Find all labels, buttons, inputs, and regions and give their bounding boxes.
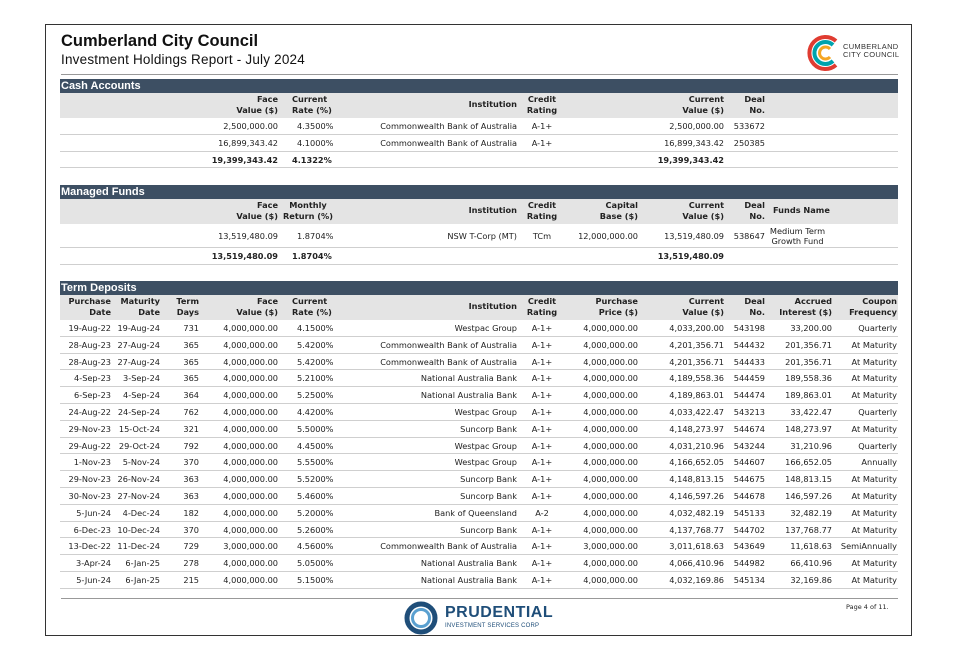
current-value-cell: 4,201,356.71 — [669, 339, 724, 350]
accrued-interest-cell: 32,482.19 — [790, 507, 832, 518]
institution-cell: National Australia Bank — [420, 373, 517, 384]
purchase-price-cell: 4,000,000.00 — [583, 474, 638, 485]
rate-cell: 4.1500% — [297, 323, 334, 333]
deal-cell: 544702 — [733, 524, 765, 535]
table-row — [60, 522, 898, 539]
prudential-ring-icon — [404, 601, 438, 635]
rating-cell: A-1+ — [531, 490, 553, 501]
purchase-date-cell: 4-Sep-23 — [74, 373, 111, 384]
purchase-price-cell: 4,000,000.00 — [583, 574, 638, 585]
rate-cell: 5.2600% — [297, 524, 334, 535]
coupon-frequency-cell: At Maturity — [851, 373, 897, 384]
managed-funds-section — [60, 185, 898, 265]
purchase-price-cell: 3,000,000.00 — [583, 541, 638, 552]
rate-cell: 5.4200% — [297, 339, 334, 350]
maturity-date-cell: 3-Sep-24 — [123, 373, 160, 384]
coupon-frequency-cell: At Maturity — [851, 574, 897, 585]
purchase-date-cell: 29-Aug-22 — [68, 440, 111, 451]
accrued-interest-cell: 32,169.86 — [790, 574, 832, 585]
coupon-frequency-cell: At Maturity — [851, 558, 897, 569]
table-row — [60, 572, 898, 589]
term-days-cell: 215 — [183, 574, 199, 585]
current-value-cell: 2,500,000.00 — [669, 121, 724, 131]
rating-cell: A-1+ — [531, 541, 553, 552]
maturity-date-cell: 4-Dec-24 — [122, 507, 160, 518]
current-value-cell: 4,033,422.47 — [669, 406, 724, 417]
deal-cell: 544982 — [733, 558, 765, 569]
purchase-date-cell: 1-Nov-23 — [73, 457, 111, 468]
rating-cell: A-1+ — [531, 373, 553, 384]
accrued-interest-cell: 146,597.26 — [785, 490, 832, 501]
deal-cell: 544459 — [733, 373, 765, 384]
term-days-cell: 321 — [183, 423, 199, 434]
table-row — [60, 337, 898, 354]
purchase-price-cell: 4,000,000.00 — [583, 406, 638, 417]
current-value-cell: 4,032,169.86 — [669, 574, 724, 585]
maturity-date-cell: 15-Oct-24 — [118, 423, 160, 434]
accrued-interest-cell: 201,356.71 — [785, 356, 832, 367]
logo-line-1: CUMBERLAND — [843, 42, 899, 51]
total-current-value-cell: 19,399,343.42 — [657, 154, 724, 165]
table-row — [60, 438, 898, 455]
total-face-cell: 19,399,343.42 — [211, 154, 278, 165]
current-value-cell: 4,148,813.15 — [669, 474, 724, 485]
face-value-cell: 4,000,000.00 — [223, 440, 278, 451]
purchase-date-cell: 6-Dec-23 — [73, 524, 111, 535]
rating-cell: A-1+ — [531, 390, 553, 401]
deal-cell: 544675 — [733, 474, 765, 485]
coupon-frequency-cell: At Maturity — [851, 339, 897, 350]
footer-divider — [61, 598, 898, 599]
purchase-price-cell: 4,000,000.00 — [583, 323, 638, 333]
table-row — [60, 224, 898, 248]
cash-accounts-section — [60, 79, 898, 168]
coupon-frequency-cell: At Maturity — [851, 390, 897, 401]
header-divider — [61, 74, 898, 75]
current-value-cell: 4,032,482.19 — [669, 507, 724, 518]
purchase-date-cell: 30-Nov-23 — [68, 490, 111, 501]
coupon-frequency-cell: Quarterly — [858, 323, 897, 333]
purchase-price-cell: 4,000,000.00 — [583, 490, 638, 501]
maturity-date-cell: 24-Sep-24 — [117, 406, 160, 417]
purchase-date-cell: 13-Dec-22 — [68, 541, 111, 552]
deal-cell: 543198 — [733, 323, 765, 333]
rate-cell: 4.4200% — [297, 406, 334, 417]
managed-funds-header: Face Value ($) Monthly Return (%) Institution Credit Rating Capital Base ($) Current Value ($) Deal No. Funds Name — [60, 199, 898, 224]
purchase-price-cell: 4,000,000.00 — [583, 423, 638, 434]
deal-cell: 545133 — [733, 507, 765, 518]
coupon-frequency-cell: Quarterly — [858, 440, 897, 451]
term-days-cell: 278 — [183, 558, 199, 569]
term-days-cell: 731 — [183, 323, 199, 333]
current-value-cell: 4,033,200.00 — [669, 323, 724, 333]
deal-cell: 544674 — [733, 423, 765, 434]
accrued-interest-cell: 66,410.96 — [790, 558, 832, 569]
maturity-date-cell: 27-Nov-24 — [117, 490, 160, 501]
rate-cell: 5.5500% — [297, 457, 334, 468]
purchase-date-cell: 5-Jun-24 — [76, 574, 111, 585]
current-value-cell: 4,066,410.96 — [669, 558, 724, 569]
purchase-date-cell: 28-Aug-23 — [68, 339, 111, 350]
table-row — [60, 387, 898, 404]
institution-cell: Westpac Group — [454, 457, 517, 468]
purchase-price-cell: 4,000,000.00 — [583, 457, 638, 468]
term-days-cell: 365 — [183, 373, 199, 384]
purchase-date-cell: 19-Aug-22 — [68, 323, 111, 333]
maturity-date-cell: 6-Jan-25 — [125, 558, 160, 569]
institution-cell: Suncorp Bank — [460, 490, 517, 501]
maturity-date-cell: 26-Nov-24 — [117, 474, 160, 485]
institution-cell: Commonwealth Bank of Australia — [380, 339, 517, 350]
rate-cell: 4.5600% — [297, 541, 334, 552]
table-row — [60, 320, 898, 337]
current-value-cell: 13,519,480.09 — [664, 231, 724, 241]
current-value-cell: 4,148,273.97 — [669, 423, 724, 434]
rating-cell: A-1+ — [531, 574, 553, 585]
rating-cell: A-1+ — [531, 137, 553, 148]
logo-line-2: CITY COUNCIL — [843, 50, 900, 59]
face-value-cell: 2,500,000.00 — [223, 121, 278, 131]
accrued-interest-cell: 148,813.15 — [785, 474, 832, 485]
maturity-date-cell: 5-Nov-24 — [122, 457, 160, 468]
coupon-frequency-cell: Annually — [861, 457, 897, 468]
deal-cell: 545134 — [733, 574, 765, 585]
table-row — [60, 471, 898, 488]
report-title: Cumberland City Council — [61, 32, 259, 50]
current-value-cell: 4,201,356.71 — [669, 356, 724, 367]
term-days-cell: 365 — [183, 339, 199, 350]
coupon-frequency-cell: At Maturity — [851, 524, 897, 535]
face-value-cell: 4,000,000.00 — [223, 524, 278, 535]
purchase-price-cell: 4,000,000.00 — [583, 339, 638, 350]
table-row — [60, 404, 898, 421]
rate-cell: 5.1500% — [297, 574, 334, 585]
coupon-frequency-cell: At Maturity — [851, 356, 897, 367]
council-logo-icon — [806, 33, 842, 73]
deal-cell: 250385 — [733, 137, 765, 148]
current-value-cell: 4,189,558.36 — [669, 373, 724, 384]
cash-accounts-title: Cash Accounts — [60, 79, 898, 93]
rating-cell: A-1+ — [531, 457, 553, 468]
deal-cell: 544433 — [733, 356, 765, 367]
maturity-date-cell: 19-Aug-24 — [117, 323, 160, 333]
rate-cell: 5.5200% — [297, 474, 334, 485]
table-row — [60, 135, 898, 152]
purchase-date-cell: 29-Nov-23 — [68, 474, 111, 485]
purchase-price-cell: 4,000,000.00 — [583, 356, 638, 367]
accrued-interest-cell: 33,200.00 — [790, 323, 832, 333]
institution-cell: Westpac Group — [454, 323, 517, 333]
managed-funds-title: Managed Funds — [60, 185, 898, 199]
capital-cell: 12,000,000.00 — [578, 231, 638, 241]
maturity-date-cell: 11-Dec-24 — [117, 541, 160, 552]
term-days-cell: 729 — [183, 541, 199, 552]
purchase-date-cell: 28-Aug-23 — [68, 356, 111, 367]
table-row — [60, 538, 898, 555]
institution-cell: Westpac Group — [454, 406, 517, 417]
rating-cell: A-1+ — [531, 423, 553, 434]
rate-cell: 5.0500% — [297, 558, 334, 569]
rating-cell: A-1+ — [531, 440, 553, 451]
coupon-frequency-cell: At Maturity — [851, 507, 897, 518]
total-return-cell: 1.8704% — [292, 251, 332, 261]
current-value-cell: 4,137,768.77 — [669, 524, 724, 535]
institution-cell: Westpac Group — [454, 440, 517, 451]
rate-cell: 4.4500% — [297, 440, 334, 451]
rating-cell: A-1+ — [531, 474, 553, 485]
face-value-cell: 13,519,480.09 — [218, 231, 278, 241]
maturity-date-cell: 29-Oct-24 — [118, 440, 160, 451]
institution-cell: National Australia Bank — [420, 558, 517, 569]
rate-cell: 4.3500% — [297, 121, 334, 131]
term-days-cell: 762 — [183, 406, 199, 417]
current-value-cell: 4,031,210.96 — [669, 440, 724, 451]
face-value-cell: 4,000,000.00 — [223, 406, 278, 417]
purchase-price-cell: 4,000,000.00 — [583, 524, 638, 535]
rate-cell: 5.2100% — [297, 373, 334, 384]
rating-cell: A-1+ — [531, 121, 553, 131]
face-value-cell: 4,000,000.00 — [223, 423, 278, 434]
rate-cell: 5.2000% — [297, 507, 334, 518]
purchase-date-cell: 3-Apr-24 — [76, 558, 111, 569]
term-days-cell: 365 — [183, 356, 199, 367]
term-days-cell: 363 — [183, 474, 199, 485]
institution-cell: Commonwealth Bank of Australia — [380, 137, 517, 148]
institution-cell: Commonwealth Bank of Australia — [380, 356, 517, 367]
current-value-cell: 4,146,597.26 — [669, 490, 724, 501]
accrued-interest-cell: 148,273.97 — [785, 423, 832, 434]
term-days-cell: 370 — [183, 524, 199, 535]
purchase-date-cell: 6-Sep-23 — [74, 390, 111, 401]
accrued-interest-cell: 201,356.71 — [785, 339, 832, 350]
rate-cell: 5.4200% — [297, 356, 334, 367]
purchase-price-cell: 4,000,000.00 — [583, 390, 638, 401]
face-value-cell: 4,000,000.00 — [223, 457, 278, 468]
institution-cell: Suncorp Bank — [460, 423, 517, 434]
face-value-cell: 4,000,000.00 — [223, 356, 278, 367]
term-days-cell: 370 — [183, 457, 199, 468]
coupon-frequency-cell: At Maturity — [851, 474, 897, 485]
purchase-date-cell: 24-Aug-22 — [68, 406, 111, 417]
term-days-cell: 182 — [183, 507, 199, 518]
deal-cell: 544474 — [733, 390, 765, 401]
institution-cell: Commonwealth Bank of Australia — [380, 121, 517, 131]
institution-cell: NSW T-Corp (MT) — [447, 231, 517, 241]
table-row — [60, 488, 898, 505]
table-row — [60, 370, 898, 387]
deal-cell: 544432 — [733, 339, 765, 350]
institution-cell: Suncorp Bank — [460, 524, 517, 535]
total-face-cell: 13,519,480.09 — [211, 251, 278, 261]
institution-cell: Bank of Queensland — [434, 507, 517, 518]
prudential-subtitle: INVESTMENT SERVICES CORP — [445, 623, 540, 629]
rate-cell: 5.5000% — [297, 423, 334, 434]
deal-cell: 543213 — [733, 406, 765, 417]
accrued-interest-cell: 11,618.63 — [790, 541, 832, 552]
table-row — [60, 118, 898, 135]
deal-cell: 533672 — [733, 121, 765, 131]
maturity-date-cell: 27-Aug-24 — [117, 356, 160, 367]
table-row — [60, 354, 898, 371]
term-deposits-title: Term Deposits — [60, 281, 898, 295]
deal-cell: 543649 — [733, 541, 765, 552]
face-value-cell: 3,000,000.00 — [223, 541, 278, 552]
face-value-cell: 16,899,343.42 — [218, 137, 278, 148]
report-subtitle: Investment Holdings Report - July 2024 — [61, 52, 305, 67]
fund-name-line-2: Growth Fund — [771, 236, 824, 246]
table-row — [60, 421, 898, 438]
institution-cell: Suncorp Bank — [460, 474, 517, 485]
face-value-cell: 4,000,000.00 — [223, 390, 278, 401]
rating-cell: A-2 — [535, 507, 549, 518]
term-deposits-header: Purchase Date Maturity Date Term Days Face Value ($) Current Rate (%) Institution Credit Rating Purchase Price ($) Current Value ($) Deal No. Accrued Interest ($) Coupon Frequency — [60, 295, 898, 320]
accrued-interest-cell: 189,558.36 — [785, 373, 832, 384]
face-value-cell: 4,000,000.00 — [223, 474, 278, 485]
maturity-date-cell: 6-Jan-25 — [125, 574, 160, 585]
term-days-cell: 363 — [183, 490, 199, 501]
accrued-interest-cell: 166,652.05 — [785, 457, 832, 468]
term-days-cell: 364 — [183, 390, 199, 401]
table-row — [60, 555, 898, 572]
council-logo — [806, 31, 906, 75]
term-days-cell: 792 — [183, 440, 199, 451]
maturity-date-cell: 10-Dec-24 — [117, 524, 160, 535]
fund-name-line-1: Medium Term — [769, 226, 826, 236]
rating-cell: A-1+ — [531, 339, 553, 350]
maturity-date-cell: 27-Aug-24 — [117, 339, 160, 350]
return-cell: 1.8704% — [297, 231, 334, 241]
rating-cell: A-1+ — [531, 323, 553, 333]
total-row — [60, 152, 898, 169]
accrued-interest-cell: 31,210.96 — [790, 440, 832, 451]
face-value-cell: 4,000,000.00 — [223, 574, 278, 585]
coupon-frequency-cell: Quarterly — [858, 406, 897, 417]
purchase-price-cell: 4,000,000.00 — [583, 440, 638, 451]
current-value-cell: 4,166,652.05 — [669, 457, 724, 468]
prudential-logo — [404, 601, 554, 635]
purchase-price-cell: 4,000,000.00 — [583, 558, 638, 569]
deal-cell: 543244 — [733, 440, 765, 451]
prudential-name: PRUDENTIAL — [445, 604, 554, 621]
accrued-interest-cell: 33,422.47 — [790, 406, 832, 417]
deal-cell: 538647 — [733, 231, 765, 241]
face-value-cell: 4,000,000.00 — [223, 373, 278, 384]
current-value-cell: 3,011,618.63 — [669, 541, 724, 552]
accrued-interest-cell: 189,863.01 — [785, 390, 832, 401]
rating-cell: A-1+ — [531, 356, 553, 367]
purchase-price-cell: 4,000,000.00 — [583, 507, 638, 518]
rate-cell: 4.1000% — [297, 137, 334, 148]
total-rate-cell: 4.1322% — [292, 154, 332, 165]
rating-cell: TCm — [532, 231, 552, 241]
coupon-frequency-cell: SemiAnnually — [840, 541, 897, 552]
institution-cell: National Australia Bank — [420, 390, 517, 401]
institution-cell: Commonwealth Bank of Australia — [380, 541, 517, 552]
purchase-date-cell: 5-Jun-24 — [76, 507, 111, 518]
deal-cell: 544678 — [733, 490, 765, 501]
face-value-cell: 4,000,000.00 — [223, 490, 278, 501]
total-current-value-cell: 13,519,480.09 — [657, 251, 724, 261]
current-value-cell: 16,899,343.42 — [664, 137, 724, 148]
page-number: Page 4 of 11. — [846, 603, 889, 611]
total-row — [60, 248, 898, 265]
rating-cell: A-1+ — [531, 558, 553, 569]
face-value-cell: 4,000,000.00 — [223, 507, 278, 518]
table-row — [60, 454, 898, 471]
rate-cell: 5.4600% — [297, 490, 334, 501]
institution-cell: National Australia Bank — [420, 574, 517, 585]
term-deposits-section — [60, 281, 898, 589]
maturity-date-cell: 4-Sep-24 — [123, 390, 160, 401]
face-value-cell: 4,000,000.00 — [223, 323, 278, 333]
rating-cell: A-1+ — [531, 524, 553, 535]
current-value-cell: 4,189,863.01 — [669, 390, 724, 401]
coupon-frequency-cell: At Maturity — [851, 490, 897, 501]
rate-cell: 5.2500% — [297, 390, 334, 401]
cash-accounts-header: Face Value ($) Current Rate (%) Institution Credit Rating Current Value ($) Deal No. — [60, 93, 898, 118]
face-value-cell: 4,000,000.00 — [223, 339, 278, 350]
report-page — [45, 24, 912, 636]
coupon-frequency-cell: At Maturity — [851, 423, 897, 434]
table-row — [60, 505, 898, 522]
accrued-interest-cell: 137,768.77 — [785, 524, 832, 535]
rating-cell: A-1+ — [531, 406, 553, 417]
purchase-price-cell: 4,000,000.00 — [583, 373, 638, 384]
deal-cell: 544607 — [733, 457, 765, 468]
purchase-date-cell: 29-Nov-23 — [68, 423, 111, 434]
face-value-cell: 4,000,000.00 — [223, 558, 278, 569]
